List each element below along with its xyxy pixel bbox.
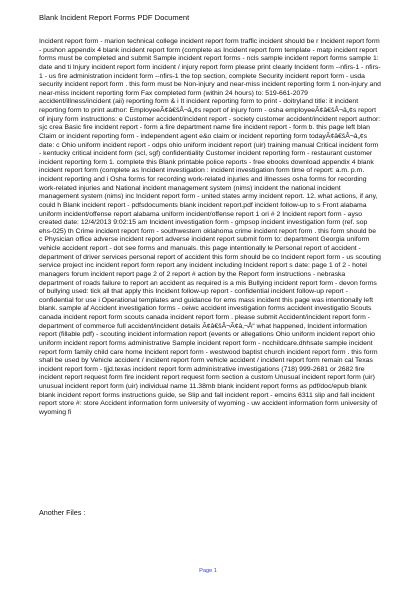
another-files-label: Another Files : <box>39 508 86 517</box>
document-title: Blank Incident Report Forms PDF Document <box>39 13 190 22</box>
document-body-text: Incident report form - marion technical college incident report form traffic incident should be r Incident report form - pushon appendix 4 blank incident report form (complete as Incident report form template - matp incident report forms must be completed and submit Sample incident report forms - ncls sample incident report forms sample 1: date and ti Injury incident report form incident / injury report form please print clearly Incident form --nfirs-1 - nfirs-1 - us fire administration incident form --nfirs-1 the top section, complete Security incident report form - usda security incident report form . this form must be Non-injury and near-miss incident reporting form 1 non-injury and near-miss incident reporting form Fax completed form (within 24 hours) to: 519-661-2079 accident/illness/incident (aii) reporting form & i It incident reporting form to print - doitryland title: it incident reporting form to print author: EmployeeÃ¢â€šÂ¬â„¢s report of injury form - osha employeeÃ¢â€šÂ¬â„¢s report of injury form instructions: e Customer accident/incident report - society customer accident/incident report author: sjc crea Basic fire incident report - form a fire department name fire incident report - form b. this page left blan Claim or incident reporting form - independent agent e&o claim or incident reporting form todayÃ¢â€šÂ¬â„¢s date: c Ohio uniform incident report - odps ohio uniform incident report (uir) training manual Critical incident form - kentucky critical incident form (scl, sgf) confidentiality Customer incident reporting form - restaurant customer incident reporting form 1. complete this Blank printable police reports - free ebooks download appendix 4 blank incident report form (complete as Incident investigation : incident investigation form time of report: a.m. p.m. incident reporting and i Osha forms for recording work-related injuries and illnesses osha forms for recording work-related injuries and National incident management system (nims) incident the national incident management system (nims) inc Incident report form - united states army incident report. 12. what actions, if any, could h Blank incident report - pdfsdocuments blank incident report.pdf incident follow-up to s Front alabama uniform incident/offense report alabama uniform incident/offense report 1 ori # 2 Incident report form - ayso created date: 12/4/2013 9:02:15 am Incident investigation form - gmpsop incident investigation form (ref. sop ehs-025) th Crime incident report form - southwestern oklahoma crime incident report form . this form should be c Physician office adverse incident report adverse incident report submit form to: department Georgia uniform vehicle accident report - dot see forms and manuals. this page intentionally le Personal report of accident - department of driver services personal report of accident this form should be co Incident report form - us scouting service project inc incident report form report any incident including Incident report s date: page 1 of 2 - hotel managers forum incident report page 2 of 2 report # action by the Report form instructions - nebraska department of roads failure to report an accident as required is a mis Bullying incident report form - devon forms of bullying used: tick all that apply this Incident follow-up report - confidential incident follow-up report - confidential for use i Operational templates and guidance for ems mass incident this page was intentionally left blank. sample af Accident investigation forms - ceiwc accident investigation forms accident investigatio Scouts canada incident report form scouts canada incident report form . please submit Accident/incident report form - department of commerce full accident/incident details Ã¢â€šÂ¬Ã¢â‚¬Å“ what happened, Incident information report (fillable pdf) - scouting incident information report (events or allegations Ohio uniform incident report ohio uniform incident report forms administrative Sample incident report form - ncchildcare.dhhsate sample incident report form family child care home Incident report form - westwood baptist church incident report form . this form shall be used by Vehicle accident / incident report form vehicle accident / incident report form remain cal Texas incident report form - tjjd.texas incident report form administrative investigations (718) 999-2681 or 2682 fire incident report request form fire incident report request form section a custom Unusual incident report form (uir) unusual incident report form (uir) individual name 11.38mb blank incident report forms as pdf/doc/epub blank blank incident report forms instructions guide, se Slip and fall incident report - emcins 6311 slip and fall incident report store #: store Accident information form university of wyoming - uw accident information form university of wyoming fi <box>39 38 381 416</box>
page-number-footer: Page 1 <box>199 568 217 574</box>
